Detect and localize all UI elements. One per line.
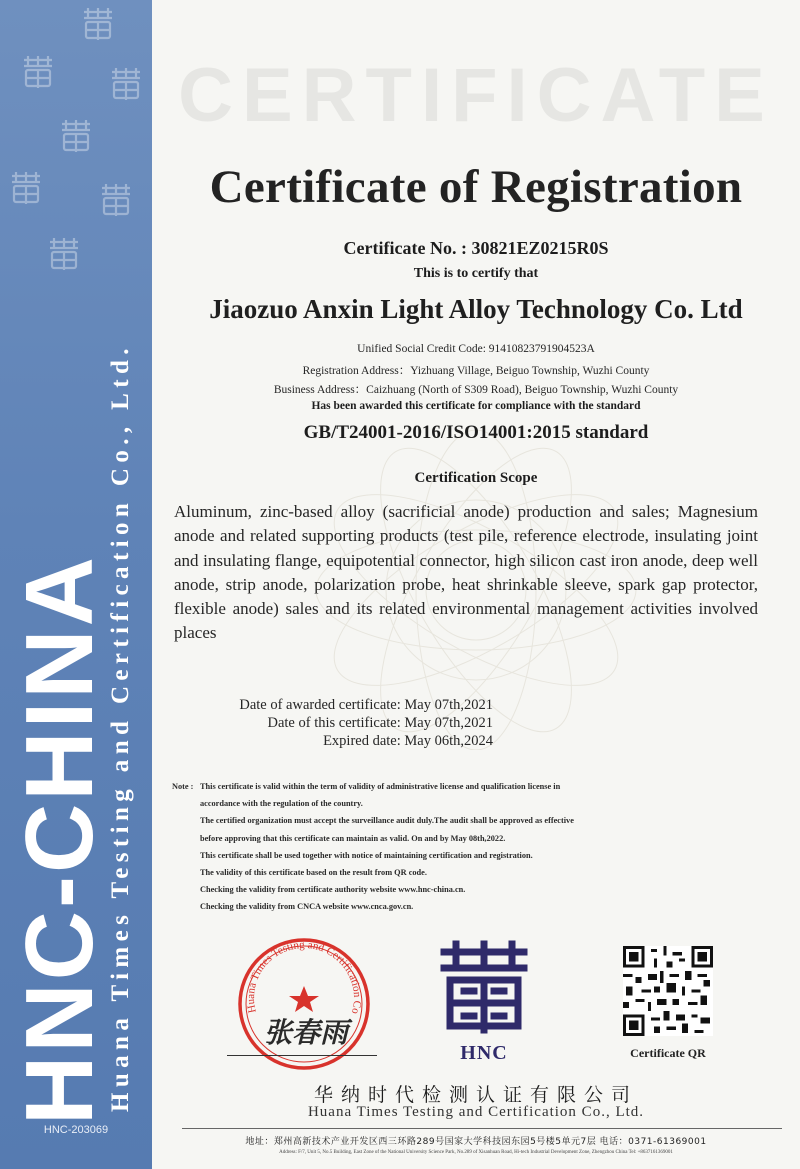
qr-code [623,946,713,1036]
registration-address: Registration Address：Yizhuang Village, Beiguo Township, Wuzhi County [302,365,650,377]
star-icon [289,986,319,1012]
note-line: This certificate shall be used together with notice of maintaining certification and registration. [200,850,533,860]
hnc-watermark-icon [96,180,136,220]
seal-ring-text: Huana Times Testing and Certification Co [244,938,364,1016]
standard-name: GB/T24001-2016/ISO14001:2015 standard [303,422,649,443]
notes-label: Note : [172,782,194,791]
left-band [0,0,152,1169]
signature: 张春雨 [263,1016,349,1049]
date-expired: Expired date: May 06th,2024 [323,733,493,749]
awarded-text: Has been awarded this certificate for compliance with the standard [311,400,641,412]
notes-block [172,778,772,916]
certify-text: This is to certify that [413,266,539,281]
certificate-code: HNC-203069 [43,1124,109,1136]
credit-code: Unified Social Credit Code: 91410823791904523A [357,343,595,355]
note-line: The certified organization must accept the surveillance audit duly.The audit shall be approved as effective [200,816,574,826]
footer-address-en: Address: F/7, Unit 5, No.5 Building, East Zone of the National University Science Park, No.289 of Xisanhuan Road, Hi-tech Industrial Development Zone, Zhengzhou China Tel: +8637161369001 [279,1150,673,1155]
footer-company-cn: 华纳时代检测认证有限公司 [313,1084,638,1106]
scope-text: Aluminum, zinc-based alloy (sacrificial anode) production and sales; Magnesium anode and related supporting products (test pile, reference electrode, insulating joint and insulating flange, equipotential connector, high silicon cast iron anode, deep well anode, strip anode, polarization probe, heat shrinkable sleeve, spark gap protector, flexible anode) sales and its related environmental management activities involved places [174,502,758,643]
hnc-watermark-icon [18,52,58,92]
business-address: Business Address：Caizhuang (North of S309 Road), Beiguo Township, Wuzhi County [273,384,679,396]
date-issued: Date of this certificate: May 07th,2021 [267,715,493,731]
hnc-watermark-icon [78,4,118,44]
official-seal [234,934,374,1074]
background-certificate-word: CERTIFICATE [178,53,774,138]
hnc-watermark-icon [56,116,96,156]
hnc-watermark-icon [6,168,46,208]
qr-label: Certificate QR [630,1046,706,1060]
note-line: The validity of this certificate based on the result from QR code. [200,868,427,878]
date-awarded: Date of awarded certificate: May 07th,2021 [239,697,493,713]
scope-title: Certification Scope [414,470,538,486]
footer-divider [182,1128,782,1129]
band-company-text: Huana Times Testing and Certification Co., Ltd. [107,343,134,1112]
certificate-number: Certificate No. : 30821EZ0215R0S [343,238,609,258]
note-line: before approving that this certificate can maintain as valid. On and by May 08th,2022. [200,833,506,843]
note-line: This certificate is valid within the term of validity of administrative license and qualification license in [200,782,561,791]
hnc-logo-text: HNC [460,1042,508,1064]
footer-address-cn: 地址：郑州高新技术产业开发区西三环路289号国家大学科技园东园5号楼5单元7层 电话：0371-61369001 [245,1137,707,1147]
note-line: accordance with the regulation of the country. [200,799,363,809]
hnc-watermark-icon [106,64,146,104]
footer-company-en: Huana Times Testing and Certification Co., Ltd. [307,1104,645,1120]
certificate-title: Certificate of Registration [209,161,743,213]
company-name: Jiaozuo Anxin Light Alloy Technology Co. Ltd [209,294,743,324]
signature-line [227,1055,377,1056]
band-brand-text: HNC-CHINA [6,554,113,1125]
dates-block [172,696,493,750]
certificate-panel [152,0,800,1169]
hnc-logo-icon [434,938,534,1038]
hnc-watermark-icon [44,234,84,274]
note-line: Checking the validity from certificate authority website www.hnc-china.cn. [200,885,466,895]
note-line: Checking the validity from CNCA website www.cnca.gov.cn. [200,902,414,912]
